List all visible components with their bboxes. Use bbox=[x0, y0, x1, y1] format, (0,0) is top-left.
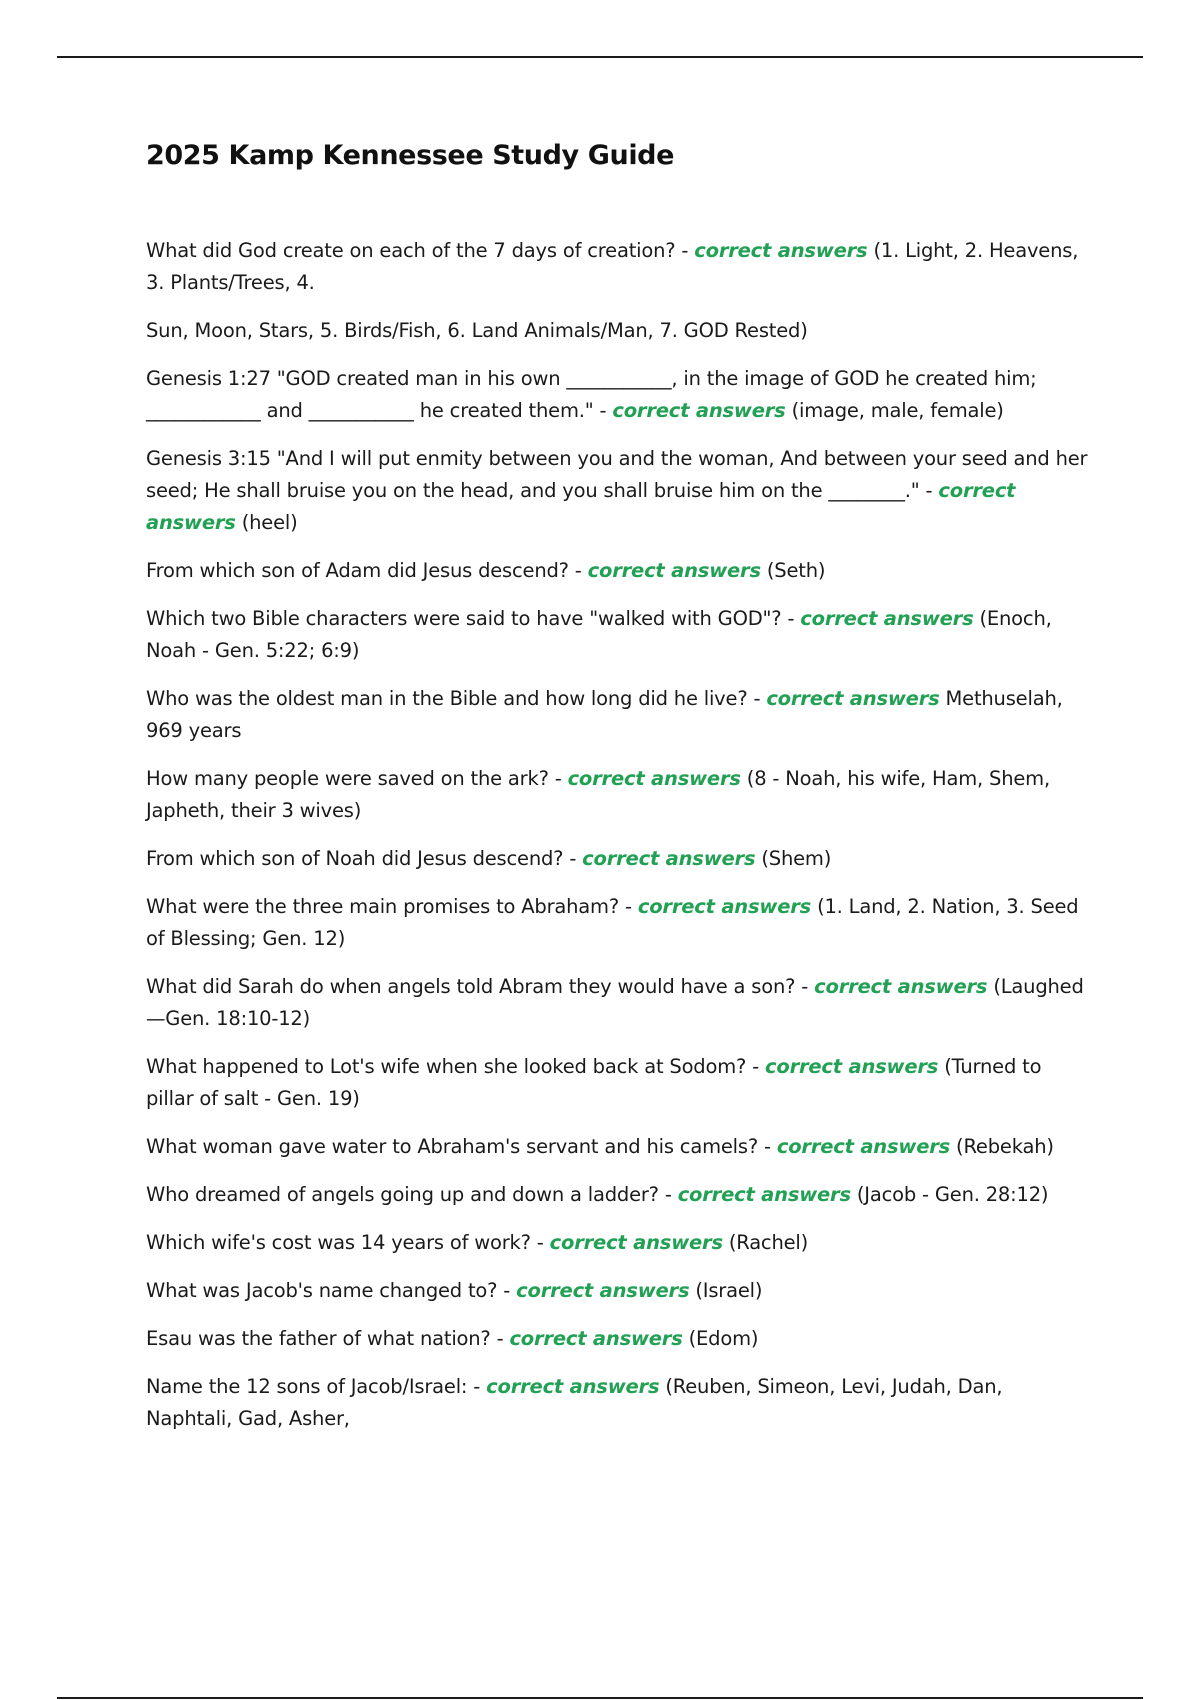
question-text: Who was the oldest man in the Bible and how long did he live? bbox=[146, 687, 748, 710]
qa-item: From which son of Adam did Jesus descend? - correct answers (Seth) bbox=[146, 559, 826, 582]
question-text: What was Jacob's name changed to? bbox=[146, 1279, 498, 1302]
question-text: How many people were saved on the ark? bbox=[146, 767, 549, 790]
qa-item: What were the three main promises to Abraham? - correct answers (1. Land, 2. Nation, 3. Seed of Blessing; Gen. 12) bbox=[146, 895, 1079, 950]
question-text: Which two Bible characters were said to have "walked with GOD"? bbox=[146, 607, 782, 630]
qa-item: Which wife's cost was 14 years of work? - correct answers (Rachel) bbox=[146, 1231, 809, 1254]
answer-label: correct answers bbox=[587, 559, 761, 582]
question-text: Esau was the father of what nation? bbox=[146, 1327, 491, 1350]
answer-label: correct answers bbox=[146, 479, 1016, 534]
qa-item: What did Sarah do when angels told Abram they would have a son? - correct answers (Laughed—Gen. 18:10-12) bbox=[146, 975, 1084, 1030]
answer-label: correct answers bbox=[637, 895, 812, 918]
qa-item: What woman gave water to Abraham's servant and his camels? - correct answers (Rebekah) bbox=[146, 1135, 1054, 1158]
document-title: 2025 Kamp Kennessee Study Guide bbox=[146, 140, 675, 171]
question-text: Who dreamed of angels going up and down a ladder? bbox=[146, 1183, 659, 1206]
qa-item: Genesis 3:15 "And I will put enmity between you and the woman, And between your seed and her seed; He shall bruise you on the head, and you shall bruise him on the ________." - correct answers (heel) bbox=[146, 447, 1088, 534]
answer-text: (1. Light, 2. Heavens, 3. Plants/Trees, 4. bbox=[146, 239, 1079, 294]
answer-text: (Enoch, Noah - Gen. 5:22; 6:9) bbox=[146, 607, 1052, 662]
answer-label: correct answers bbox=[677, 1183, 851, 1206]
answer-label: correct answers bbox=[486, 1375, 660, 1398]
answer-text: (Israel) bbox=[695, 1279, 763, 1302]
answer-text: (Rachel) bbox=[728, 1231, 809, 1254]
document-body bbox=[146, 140, 1090, 1451]
answer-label: correct answers bbox=[800, 607, 974, 630]
answer-text: (Seth) bbox=[766, 559, 826, 582]
footer-rule bbox=[57, 1697, 1143, 1699]
question-text: What happened to Lot's wife when she looked back at Sodom? bbox=[146, 1055, 747, 1078]
continuation-text: Sun, Moon, Stars, 5. Birds/Fish, 6. Land Animals/Man, 7. GOD Rested) bbox=[146, 319, 808, 342]
qa-item: Who was the oldest man in the Bible and how long did he live? - correct answers Methuselah, 969 years bbox=[146, 687, 1063, 742]
question-text: What did Sarah do when angels told Abram they would have a son? bbox=[146, 975, 796, 998]
question-text: Genesis 1:27 "GOD created man in his own ___________, in the image of GOD he created him; ____________ and ___________ he created them." bbox=[146, 367, 1037, 422]
question-text: What did God create on each of the 7 days of creation? bbox=[146, 239, 676, 262]
answer-text: (8 - Noah, his wife, Ham, Shem, Japheth, their 3 wives) bbox=[146, 767, 1050, 822]
qa-item: What was Jacob's name changed to? - correct answers (Israel) bbox=[146, 1279, 763, 1302]
answer-label: correct answers bbox=[516, 1279, 690, 1302]
answer-text: (Turned to pillar of salt - Gen. 19) bbox=[146, 1055, 1042, 1110]
answer-text: (Laughed—Gen. 18:10-12) bbox=[146, 975, 1084, 1030]
answer-label: correct answers bbox=[814, 975, 988, 998]
answer-text: (Jacob - Gen. 28:12) bbox=[856, 1183, 1049, 1206]
answer-text: (Reuben, Simeon, Levi, Judah, Dan, Naphtali, Gad, Asher, bbox=[146, 1375, 1003, 1430]
qa-item: From which son of Noah did Jesus descend? - correct answers (Shem) bbox=[146, 847, 832, 870]
qa-item: Who dreamed of angels going up and down a ladder? - correct answers (Jacob - Gen. 28:12) bbox=[146, 1183, 1049, 1206]
qa-item: What happened to Lot's wife when she looked back at Sodom? - correct answers (Turned to pillar of salt - Gen. 19) bbox=[146, 1055, 1042, 1110]
answer-label: correct answers bbox=[549, 1231, 723, 1254]
answer-text: Methuselah, 969 years bbox=[146, 687, 1063, 742]
question-text: What were the three main promises to Abraham? bbox=[146, 895, 620, 918]
answer-label: correct answers bbox=[765, 1055, 939, 1078]
answer-text: (heel) bbox=[241, 511, 298, 534]
answer-label: correct answers bbox=[612, 399, 786, 422]
answer-label: correct answers bbox=[567, 767, 741, 790]
question-text: Genesis 3:15 "And I will put enmity between you and the woman, And between your seed and her seed; He shall bruise you on the head, and you shall bruise him on the ________." bbox=[146, 447, 1088, 502]
answer-text: (Edom) bbox=[688, 1327, 759, 1350]
question-text: Name the 12 sons of Jacob/Israel: bbox=[146, 1375, 468, 1398]
answer-text: (Shem) bbox=[761, 847, 832, 870]
answer-label: correct answers bbox=[766, 687, 940, 710]
qa-item: How many people were saved on the ark? - correct answers (8 - Noah, his wife, Ham, Shem, Japheth, their 3 wives) bbox=[146, 767, 1050, 822]
question-text: What woman gave water to Abraham's servant and his camels? bbox=[146, 1135, 758, 1158]
answer-text: (image, male, female) bbox=[791, 399, 1004, 422]
question-text: Which wife's cost was 14 years of work? bbox=[146, 1231, 531, 1254]
question-text: From which son of Noah did Jesus descend? bbox=[146, 847, 564, 870]
qa-item: Genesis 1:27 "GOD created man in his own ___________, in the image of GOD he created him; ____________ and ___________ he created them." - correct answers (image, male, female) bbox=[146, 367, 1037, 422]
answer-label: correct answers bbox=[694, 239, 868, 262]
answer-label: correct answers bbox=[776, 1135, 951, 1158]
qa-item: What did God create on each of the 7 days of creation? - correct answers (1. Light, 2. Heavens, 3. Plants/Trees, 4. bbox=[146, 239, 1079, 294]
answer-text: (1. Land, 2. Nation, 3. Seed of Blessing; Gen. 12) bbox=[146, 895, 1079, 950]
answer-label: correct answers bbox=[582, 847, 756, 870]
answer-label: correct answers bbox=[509, 1327, 683, 1350]
question-text: From which son of Adam did Jesus descend? bbox=[146, 559, 569, 582]
qa-item: Which two Bible characters were said to have "walked with GOD"? - correct answers (Enoch, Noah - Gen. 5:22; 6:9) bbox=[146, 607, 1052, 662]
answer-text: (Rebekah) bbox=[956, 1135, 1054, 1158]
qa-item: Name the 12 sons of Jacob/Israel: - correct answers (Reuben, Simeon, Levi, Judah, Dan, Naphtali, Gad, Asher, bbox=[146, 1375, 1003, 1430]
qa-item: Esau was the father of what nation? - correct answers (Edom) bbox=[146, 1327, 759, 1350]
header-rule bbox=[57, 56, 1143, 58]
